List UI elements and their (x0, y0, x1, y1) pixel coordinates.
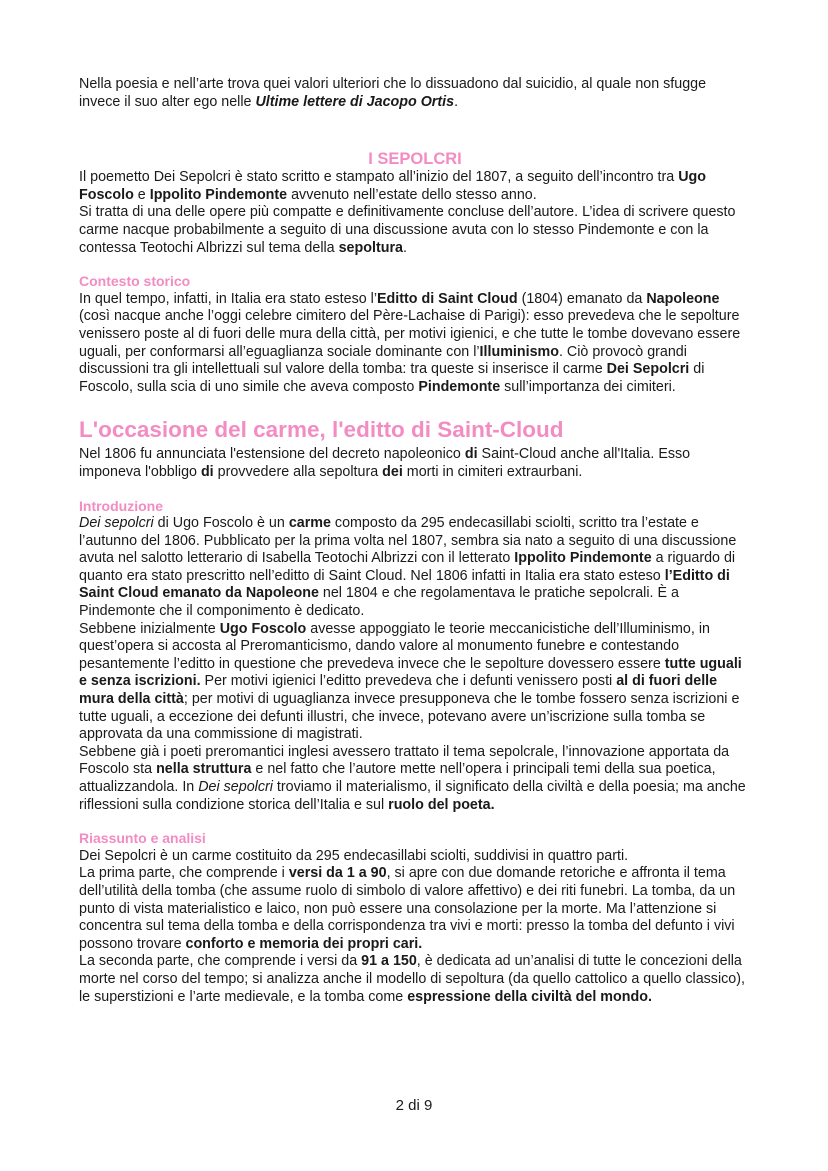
introduzione-paragraph-3: Sebbene già i poeti preromantici inglesi avessero trattato il tema sepolcrale, l’innovazione apportata da Foscolo sta nella struttura e nel fatto che l’autore mette nell’opera i principali temi della sua poetica, attualizzandola. In Dei sepolcri troviamo il materialismo, il significato della civiltà e della poesia; ma anche riflessioni sulla condizione storica dell’Italia e sul ruolo del poeta. (79, 743, 746, 813)
riassunto-paragraph-1: Dei Sepolcri è un carme costituito da 295 endecasillabi sciolti, suddivisi in quattro parti. (79, 847, 629, 864)
riassunto-paragraph-3: La seconda parte, che comprende i versi da 91 a 150, è dedicata ad un’analisi di tutte le concezioni della morte nel corso del tempo; si analizza anche il modello di sepoltura (da quello cattolico a quello classico), le superstizioni e l’arte medievale, e la tomba come espressione della civiltà del mondo. (79, 953, 745, 1005)
heading-introduzione: Introduzione (79, 497, 163, 514)
heading-riassunto: Riassunto e analisi (79, 830, 206, 847)
sepolcri-paragraph-1: Il poemetto Dei Sepolcri è stato scritto e stampato all’inizio del 1807, a seguito dell’incontro tra Ugo Foscolo e Ippolito Pindemonte avvenuto nell’estate dello stesso anno. (79, 169, 706, 203)
section-title-sepolcri: I SEPOLCRI (368, 150, 462, 169)
intro-paragraph: Nella poesia e nell’arte trova quei valori ulteriori che lo dissuadono dal suicidio, al quale non sfugge invece il suo alter ego nelle Ultime lettere di Jacopo Ortis. (79, 76, 707, 110)
page-number: 2 di 9 (395, 1097, 433, 1114)
occasione-paragraph: Nel 1806 fu annunciata l'estensione del decreto napoleonico di Saint-Cloud anche all'Italia. Esso imponeva l'obbligo di provvedere alla sepoltura dei morti in cimiteri extraurbani. (79, 446, 691, 480)
sepolcri-paragraph-2: Si tratta di una delle opere più compatte e definitivamente concluse dell’autore. L’idea di scrivere questo carme nacque probabilmente a seguito di una discussione avuta con lo stesso Pindemonte e con la contessa Teotochi Albrizzi sul tema della sepoltura. (79, 204, 736, 256)
document-page (79, 76, 751, 1006)
introduzione-paragraph-1: Dei sepolcri di Ugo Foscolo è un carme composto da 295 endecasillabi sciolti, scritto tra l’estate e l’autunno del 1806. Pubblicato per la prima volta nel 1807, sembra sia nato a seguito di una discussione avuta nel salotto letterario di Isabella Teotochi Albrizzi con il letterato Ippolito Pindemonte a riguardo di quanto era stato prescritto nell’editto di Saint Cloud. Nel 1806 infatti in Italia era stato esteso l’Editto di Saint Cloud emanato da Napoleone nel 1804 e che regolamentava le pratiche sepolcrali. È a Pindemonte che il componimento è dedicato. (79, 515, 737, 620)
introduzione-paragraph-2: Sebbene inizialmente Ugo Foscolo avesse appoggiato le teorie meccanicistiche dell’Illuminismo, in quest’opera si accosta al Preromanticismo, dando valore al monumento funebre e contestando pesantemente l’editto in questione che prevedeva invece che le sepolture dovessero essere tutte uguali e senza iscrizioni. Per motivi igienici l’editto prevedeva che i defunti venissero posti al di fuori delle mura della città; per motivi di uguaglianza invece presupponeva che le tombe fossero senza iscrizioni e tutte uguali, a eccezione dei defunti illustri, che invece, potevano avere un’iscrizione sulla tomba se approvata da una commissione di magistrati. (79, 620, 742, 743)
heading-occasione: L'occasione del carme, l'editto di Saint-Cloud (79, 417, 564, 443)
contesto-paragraph: In quel tempo, infatti, in Italia era stato esteso l’Editto di Saint Cloud (1804) emanato da Napoleone (così nacque anche l’oggi celebre cimitero del Père-Lachaise di Parigi): esso prevedeva che le sepolture venissero poste al di fuori delle mura della città, per motivi igienici, e che tutte le tombe dovevano essere uguali, per conformarsi all’eguaglianza sociale dominante con l’Illuminismo. Ciò provocò grandi discussioni tra gli intellettuali sul valore della tomba: tra queste si inserisce il carme Dei Sepolcri di Foscolo, sulla scia di uno simile che aveva composto Pindemonte sull’importanza dei cimiteri. (79, 290, 741, 395)
ortis-title: Ultime lettere di Jacopo Ortis (255, 93, 455, 110)
heading-contesto-storico: Contesto storico (79, 273, 191, 290)
riassunto-paragraph-2: La prima parte, che comprende i versi da 1 a 90, si apre con due domande retoriche e affronta il tema dell’utilità della tomba (che assume ruolo di simbolo di valore affettivo) e dei riti funebri. La tomba, da un punto di vista materialistico e laico, non può essere una consolazione per la morte. Ma l’attenzione si concentra sul tema della tomba e della corrispondenza tra vivi e morti: presso la tomba del defunto i vivi possono trovare conforto e memoria dei propri cari. (79, 865, 736, 952)
